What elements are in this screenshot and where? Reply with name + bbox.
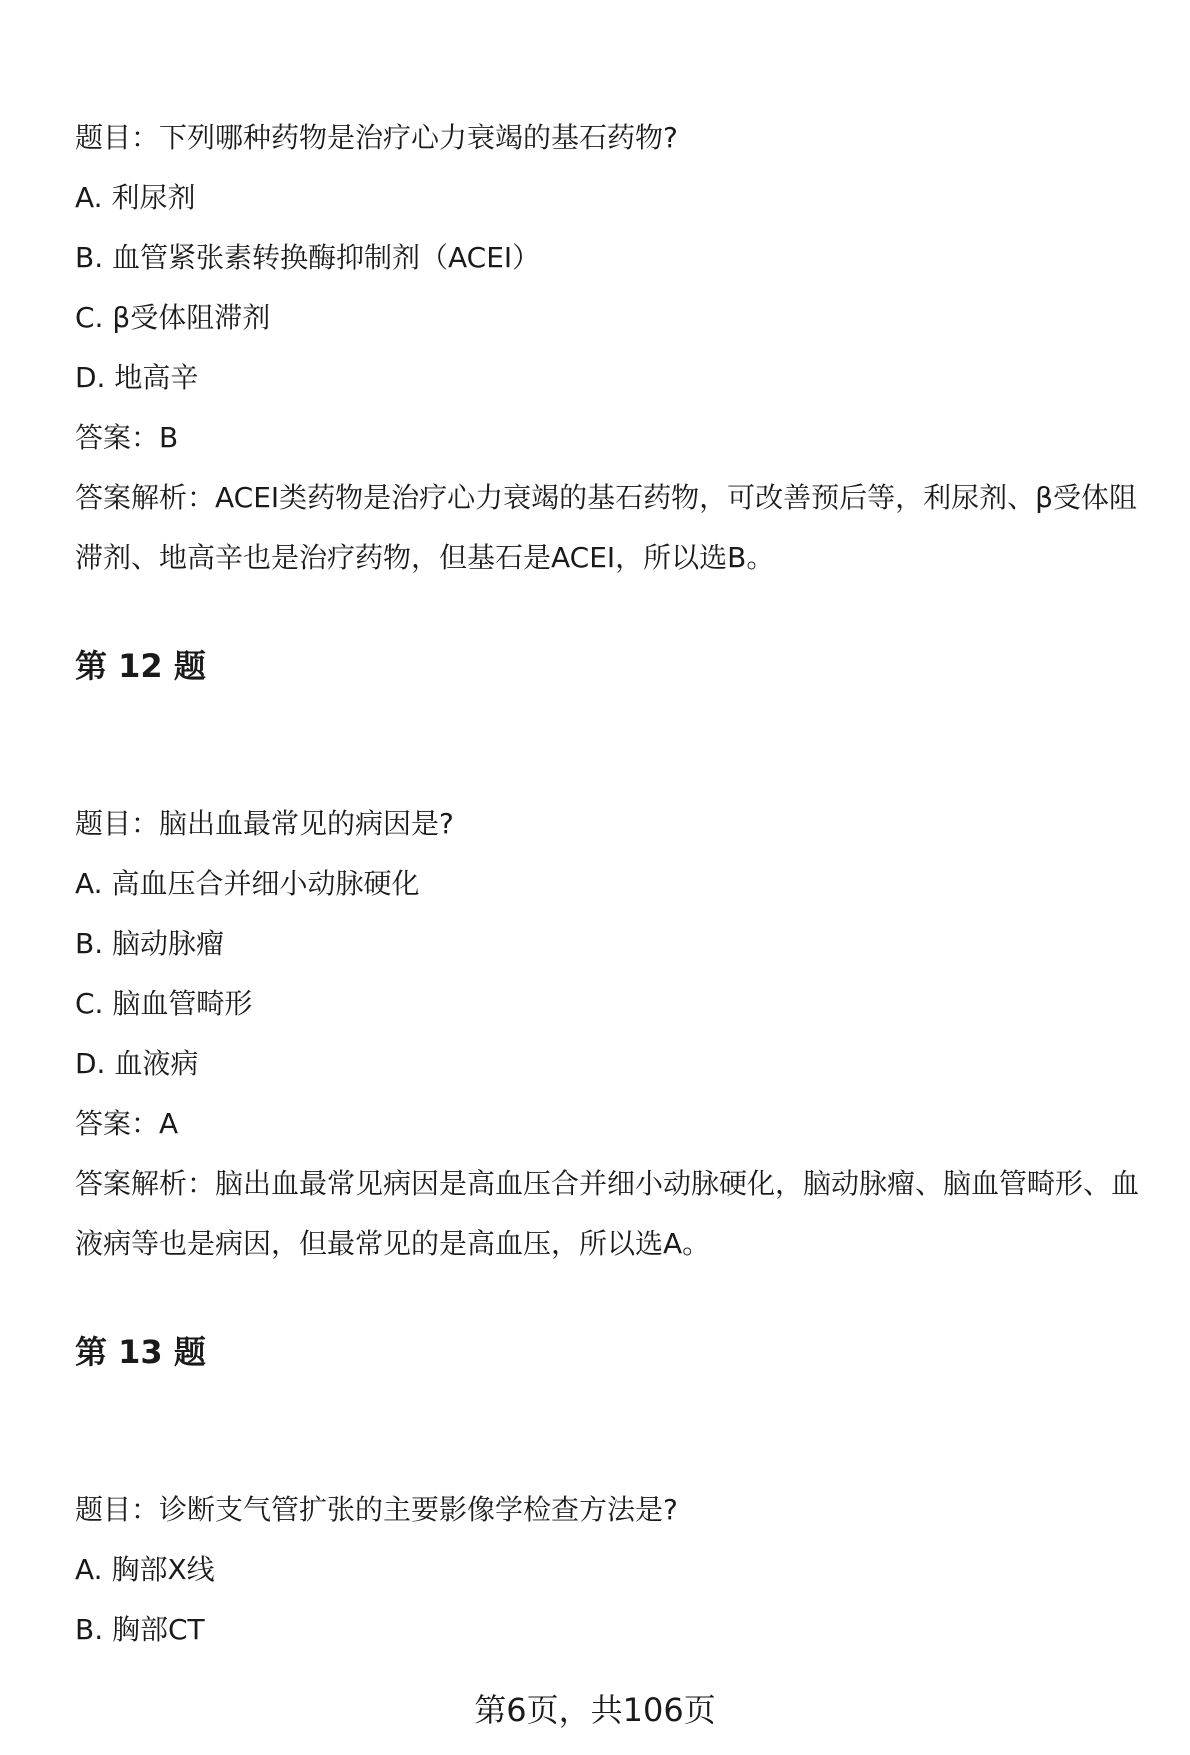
option-a: A. 胸部X线 (75, 1553, 215, 1586)
question-text: 题目：脑出血最常见的病因是? (75, 807, 454, 840)
answer-analysis: 答案解析：脑出血最常见病因是高血压合并细小动脉硬化，脑动脉瘤、脑血管畸形、血液病等也是病因，但最常见的是高血压，所以选A。 (75, 1167, 1140, 1260)
option-c: C. β受体阻滞剂 (75, 301, 271, 334)
question-heading-12: 第 12 题 (75, 647, 206, 685)
answer-analysis: 答案解析：ACEI类药物是治疗心力衰竭的基石药物，可改善预后等，利尿剂、β受体阻滞剂、地高辛也是治疗药物，但基石是ACEI，所以选B。 (75, 481, 1138, 574)
answer: 答案：A (75, 1107, 179, 1140)
option-b: B. 血管紧张素转换酶抑制剂（ACEI） (75, 241, 541, 274)
option-c: C. 脑血管畸形 (75, 987, 253, 1020)
option-b: B. 脑动脉瘤 (75, 927, 225, 960)
option-a: A. 高血压合并细小动脉硬化 (75, 867, 420, 900)
option-b: B. 胸部CT (75, 1613, 205, 1646)
page-number-footer: 第6页，共106页 (474, 1691, 716, 1729)
answer: 答案：B (75, 421, 179, 454)
question-heading-13: 第 13 题 (75, 1333, 206, 1371)
question-text: 题目：诊断支气管扩张的主要影像学检查方法是? (75, 1493, 678, 1526)
question-text: 题目：下列哪种药物是治疗心力衰竭的基石药物? (75, 121, 678, 154)
option-d: D. 血液病 (75, 1047, 199, 1080)
option-d: D. 地高辛 (75, 361, 199, 394)
page-content (75, 118, 1165, 1670)
option-a: A. 利尿剂 (75, 181, 196, 214)
